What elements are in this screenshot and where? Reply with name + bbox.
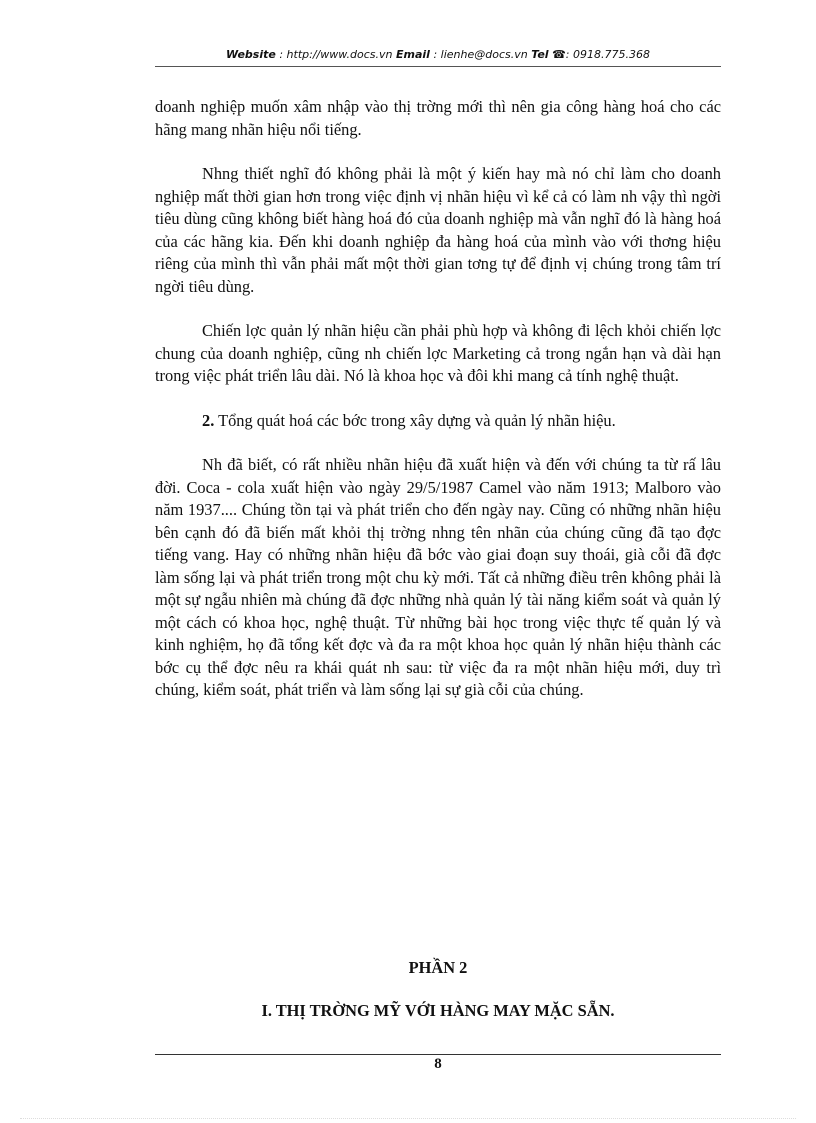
body-text: [155, 96, 721, 724]
paragraph: Nhng thiết nghĩ đó không phải là một ý kiến hay mà nó chỉ làm cho doanh nghiệp mất thời gian hơn trong việc định vị nhãn hiệu vì kể cả có làm nh vậy thì ngời tiêu dùng cũng không biết hàng hoá đó của doanh nghiệp mà vẫn nghĩ đó là hàng hoá của các hãng kia. Đến khi doanh nghiệp đa hàng hoá của mình vào với thơng hiệu riêng của mình thì vẫn phải mất một thời gian tơng tự để định vị chúng trong tâm trí ngời tiêu dùng.: [155, 164, 721, 296]
paragraph: Chiến lợc quản lý nhãn hiệu cần phải phù hợp và không đi lệch khỏi chiến lợc chung của doanh nghiệp, cũng nh chiến lợc Marketing cả trong ngắn hạn và dài hạn trong việc phát triển lâu dài. Nó là khoa học và đôi khi mang cả tính nghệ thuật.: [155, 321, 721, 385]
website-label: Website: [226, 48, 276, 61]
header-divider: [155, 66, 721, 67]
paragraph-continuation: doanh nghiệp muốn xâm nhập vào thị trờng mới thì nên gia công hàng hoá cho các hãng mang nhãn hiệu nổi tiếng.: [155, 97, 721, 139]
item-heading: [155, 410, 721, 433]
telephone-icon: ☎: [552, 48, 566, 61]
page-header: [155, 48, 721, 61]
email-label: Email: [396, 48, 430, 61]
website-value: : http://www.docs.vn: [275, 48, 397, 61]
item-heading-text: Tổng quát hoá các bớc trong xây dựng và quản lý nhãn hiệu.: [214, 410, 616, 430]
tel-label: Tel: [531, 48, 549, 61]
page-number: 8: [434, 1056, 442, 1072]
tel-value: : 0918.775.368: [565, 48, 650, 61]
page-edge-divider: [20, 1118, 796, 1119]
footer-divider: [155, 1054, 721, 1055]
item-heading-number: 2.: [202, 410, 215, 430]
paragraph: Nh đã biết, có rất nhiều nhãn hiệu đã xuất hiện và đến với chúng ta từ rấ lâu đời. Coca - cola xuất hiện vào ngày 29/5/1987 Camel vào năm 1913; Malboro vào năm 1937.... Chúng tồn tại và phát triển cho đến ngày nay. Cũng có những nhãn hiệu bên cạnh đó đã biến mất khỏi thị trờng nhng tên nhãn của chúng cũng đã tạo đợc tiếng vang. Hay có những nhãn hiệu đã bớc vào giai đoạn suy thoái, già cỗi đã đợc làm sống lại và phát triển trong một chu kỳ mới. Tất cả những điều trên không phải là một sự ngẫu nhiên mà chúng đã đợc những nhà quản lý tài năng kiểm soát và quản lý một cách có khoa học, nghệ thuật. Từ những bài học trong việc thực tế quản lý và kinh nghiệm, họ đã tổng kết đợc và đa ra một khoa học quản lý nhãn hiệu thành các bớc cụ thể đợc nêu ra khái quát nh sau: từ việc đa ra một nhãn hiệu mới, duy trì chúng, kiểm soát, phát triển và làm sống lại sự già cỗi của chúng.: [155, 455, 721, 699]
email-value: : lienhe@docs.vn: [429, 48, 532, 61]
section-title: I. THỊ TRỜNG MỸ VỚI HÀNG MAY MẶC SẴN.: [261, 1001, 615, 1020]
part-title: PHẦN 2: [408, 958, 468, 977]
